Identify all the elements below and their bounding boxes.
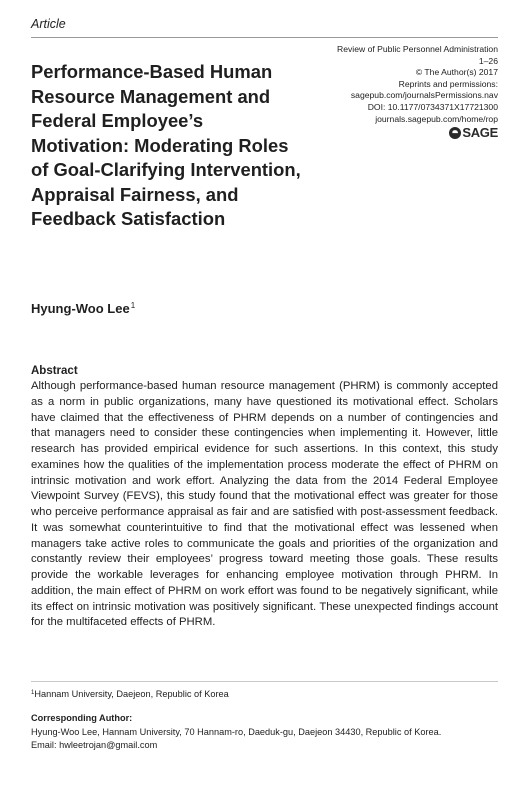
journal-name: Review of Public Personnel Administration bbox=[337, 44, 498, 54]
sage-logo bbox=[449, 127, 498, 139]
corresponding-author-email[interactable]: Email: hwleetrojan@gmail.com bbox=[31, 740, 158, 750]
page-range: 1–26 bbox=[478, 55, 498, 66]
permissions-link[interactable]: sagepub.com/journalsPermissions.nav bbox=[350, 90, 498, 101]
sage-logo-icon bbox=[449, 127, 461, 139]
sage-logo-text: SAGE bbox=[462, 125, 498, 141]
journal-homepage-link[interactable]: journals.sagepub.com/home/rop bbox=[375, 113, 498, 124]
journal-info-block bbox=[298, 44, 498, 143]
author-line bbox=[31, 301, 135, 316]
affiliation-text: Hannam University, Daejeon, Republic of Korea bbox=[34, 689, 229, 699]
author-affiliation-marker: 1 bbox=[130, 301, 136, 310]
corresponding-author-heading: Corresponding Author: bbox=[31, 713, 133, 723]
header-divider bbox=[31, 37, 498, 38]
doi-text[interactable]: DOI: 10.1177/0734371X17721300 bbox=[367, 101, 498, 112]
author-name: Hyung-Woo Lee bbox=[31, 301, 130, 316]
reprints-label: Reprints and permissions: bbox=[398, 78, 498, 89]
footnote-divider bbox=[31, 681, 498, 682]
abstract-body: Although performance-based human resource management (PHRM) is commonly accepted as a norm in public organizations, many have questioned its motivational effect. Scholars have claimed that the effectiveness of PHRM depends on a number of contingencies and that managers need to consider these contingencies when implementing it. However, little research has provided empirical evidence for such assertions. In this context, this study examines how the qualities of the implementation process moderate the effect of PHRM on intrinsic motivation and work effort. Analyzing the data from the 2014 Federal Employee Viewpoint Survey (FEVS), this study found that the motivational effect was greater for those who perceive performance appraisal as fair and are satisfied with post-assessment feedback. It was somewhat counterintuitive to find that the motivational effect was lessened when managers take active roles to communicate the goals and priorities of the organization and constantly review their employees’ progress toward meeting those goals. These results provide the workable leverages for enhancing employee motivation through PHRM. In addition, the main effect of PHRM on work effort was found to be negatively significant, while its effect on intrinsic motivation was positively significant. These unexpected findings account for the multifaceted effects of PHRM. bbox=[31, 380, 498, 629]
copyright-notice: © The Author(s) 2017 bbox=[415, 67, 498, 78]
affiliation-footnote-marker: 1 bbox=[31, 690, 35, 696]
abstract-heading: Abstract bbox=[31, 365, 78, 377]
article-title: Performance-Based Human Resource Management and Federal Employee’s Motivation: Moderating Roles of Goal-Clarifying Intervention, Appraisal Fairness, and Feedback Satisfaction bbox=[31, 61, 301, 229]
article-type-label: Article bbox=[31, 17, 66, 31]
corresponding-author-address: Hyung-Woo Lee, Hannam University, 70 Hannam-ro, Daeduk-gu, Daejeon 34430, Republic of Korea. bbox=[31, 727, 442, 737]
affiliation-footnote bbox=[31, 689, 229, 699]
